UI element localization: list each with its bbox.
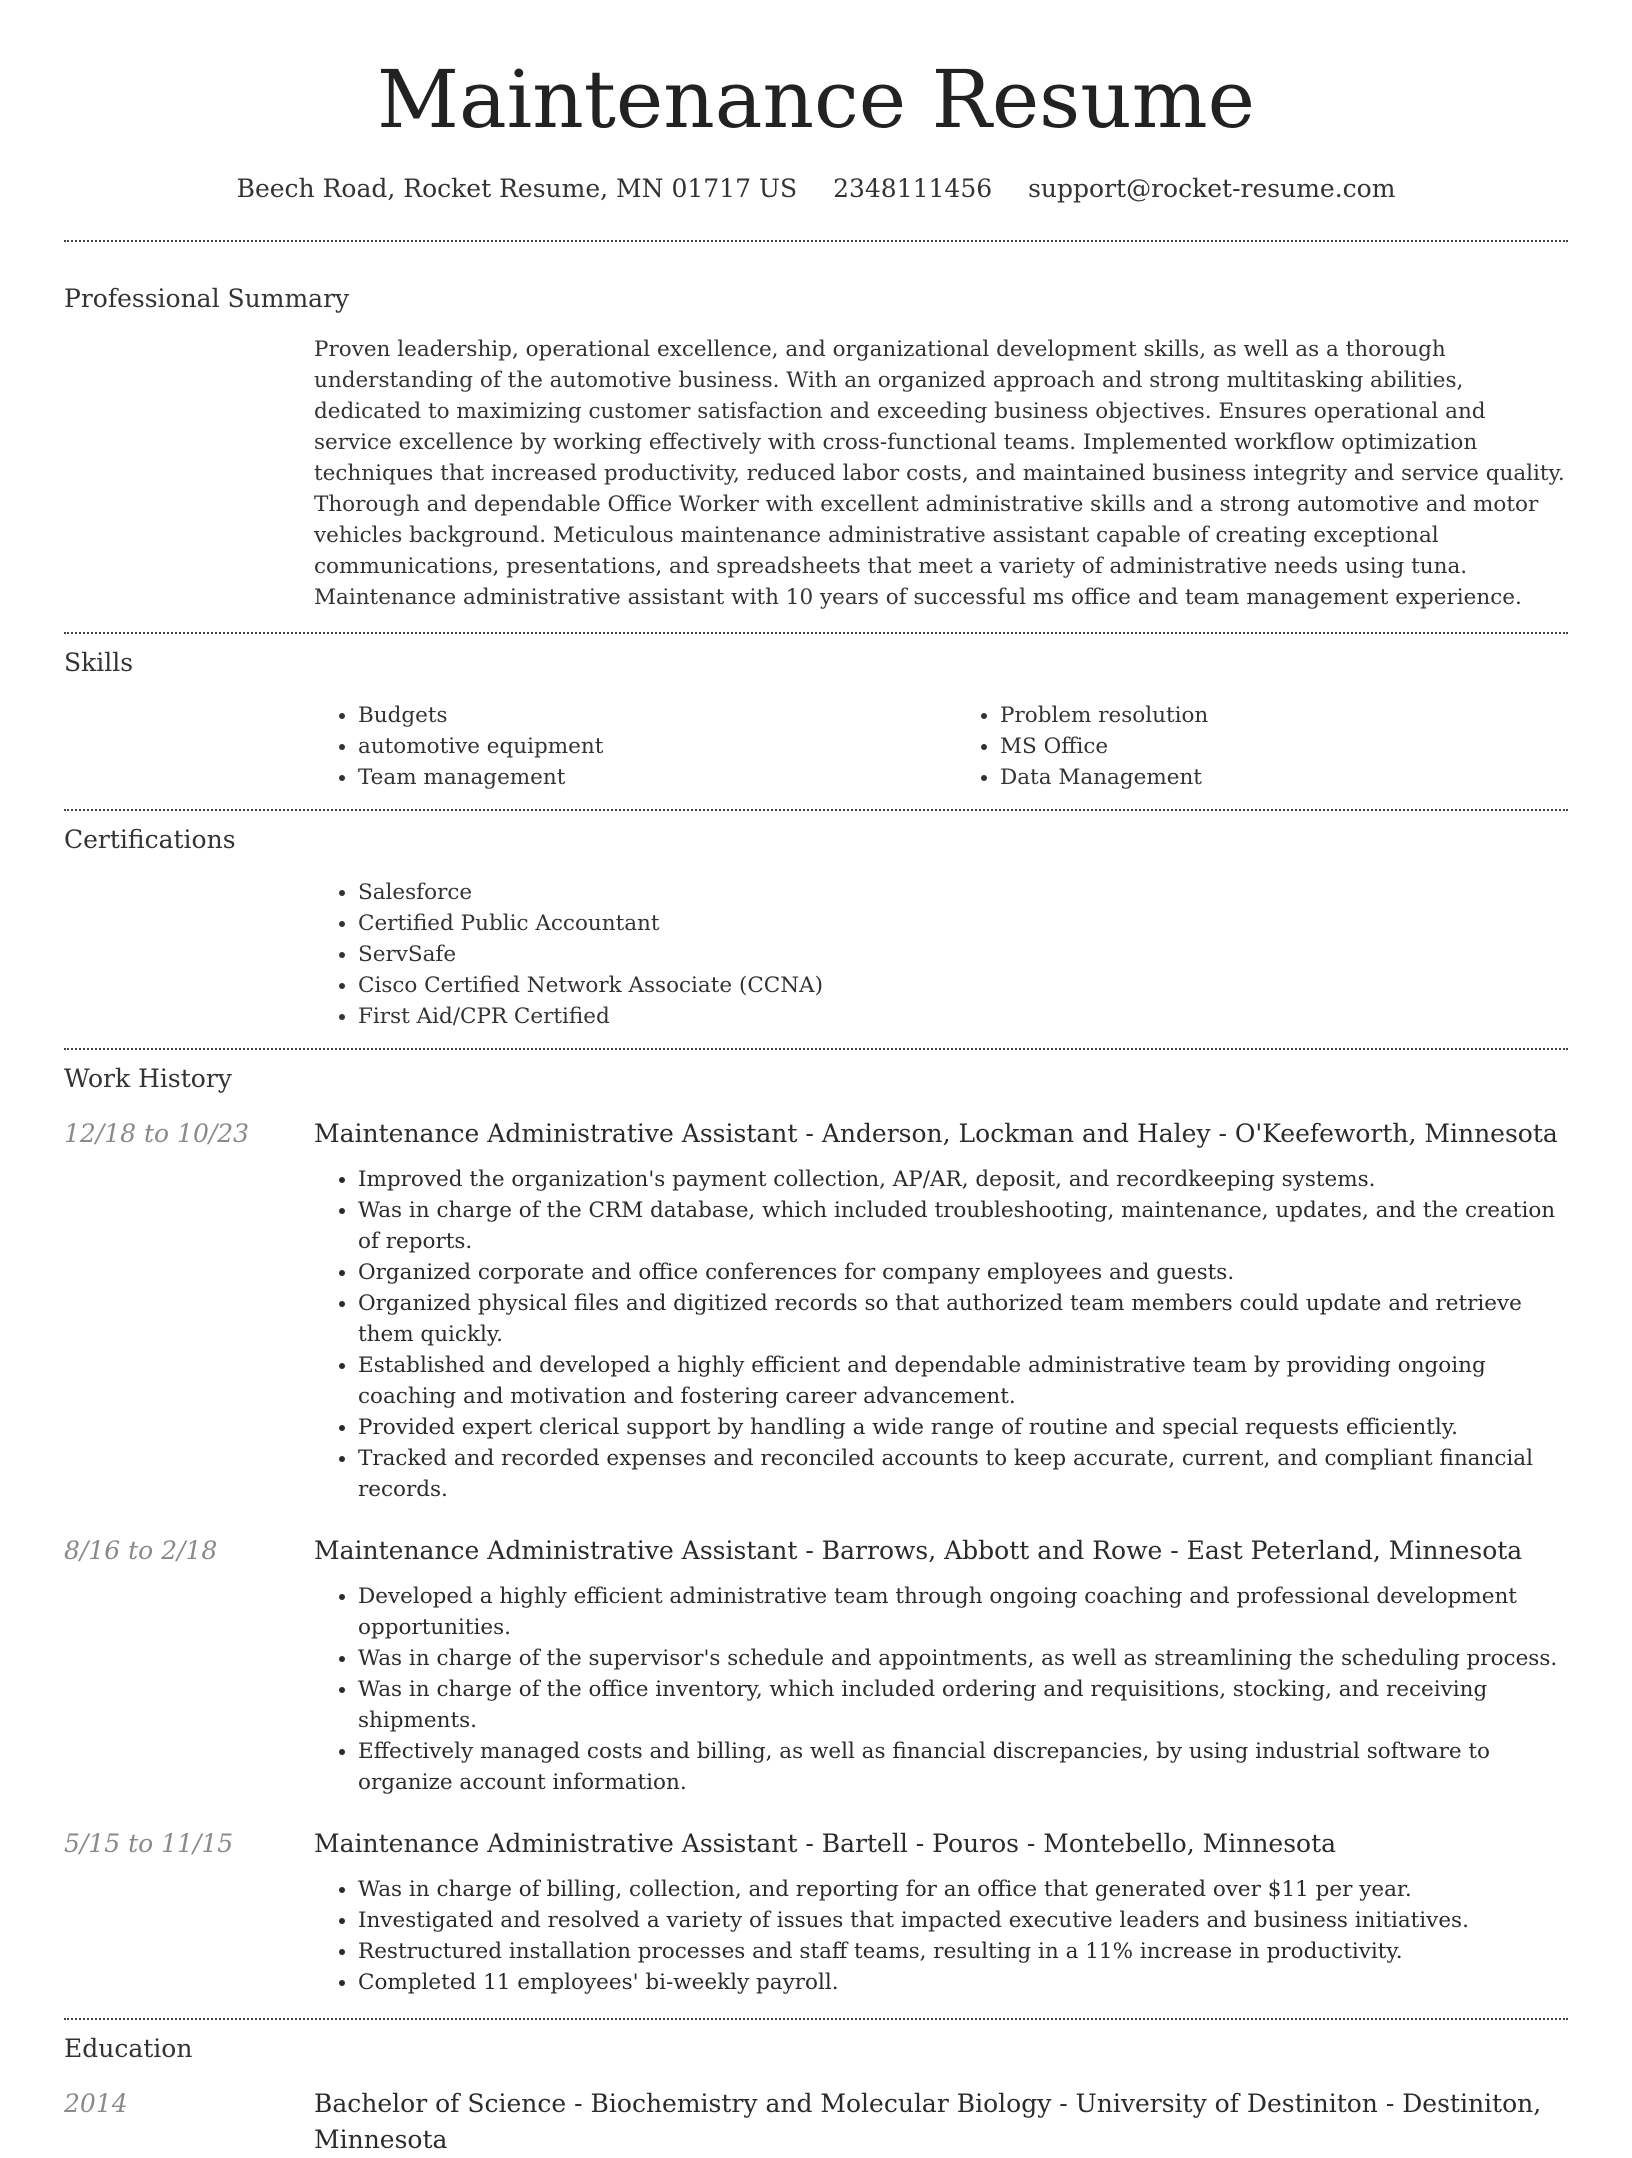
section-education [64,2020,1568,2158]
list-item: • Data Management [1000,762,1568,793]
list-item: • Cisco Certified Network Associate (CCNA) [358,970,1568,1001]
list-item: • Investigated and resolved a variety of issues that impacted executive leaders and business initiatives. [358,1905,1568,1936]
list-item: • Team management [358,762,926,793]
job-dates: 5/15 to 11/15 [64,1829,234,1858]
section-summary [64,242,1568,613]
section-skills [64,634,1568,793]
list-item: • Tracked and recorded expenses and reconciled accounts to keep accurate, current, and compliant financial records. [358,1443,1568,1505]
list-item: • Effectively managed costs and billing, as well as financial discrepancies, by using industrial software to organize account information. [358,1736,1568,1798]
resume-title: Maintenance Resume [377,53,1255,146]
summary-content [314,334,1568,613]
list-item: • Organized corporate and office conferences for company employees and guests. [358,1257,1568,1288]
contact-line [64,172,1568,206]
summary-text: Proven leadership, operational excellence, and organizational development skills, as well as a thorough understanding of the automotive business. With an organized approach and strong multitasking abilities, dedicated to maximizing customer satisfaction and exceeding business objectives. Ensures operational and service excellence by working effectively with cross-functional teams. Implemented workflow optimization techniques that increased productivity, reduced labor costs, and maintained business integrity and service quality. Thorough and dependable Office Worker with excellent administrative skills and a strong automotive and motor vehicles background. Meticulous maintenance administrative assistant capable of creating exceptional communications, presentations, and spreadsheets that meet a variety of administrative needs using tuna. Maintenance administrative assistant with 10 years of successful ms office and team management experience. [314,337,1565,610]
job-bullets [314,1874,1568,1998]
list-item: • automotive equipment [358,731,926,762]
list-item: • First Aid/CPR Certified [358,1001,1568,1032]
section-heading: Certifications [64,825,236,854]
job-bullets [314,1581,1568,1798]
job-entry [64,1533,1568,1798]
certifications-list [314,877,1568,1032]
job-dates: 12/18 to 10/23 [64,1119,250,1148]
list-item: • Was in charge of billing, collection, and reporting for an office that generated over $11 per year. [358,1874,1568,1905]
section-work-history [64,1050,1568,1998]
contact-address: Beech Road, Rocket Resume, MN 01717 US [236,174,798,203]
education-degree: Bachelor of Science - Biochemistry and Molecular Biology - University of Destiniton - Destiniton, Minnesota [314,2089,1542,2154]
job-body [314,1533,1568,1798]
job-bullets [314,1164,1568,1505]
list-item: • ServSafe [358,939,1568,970]
section-heading: Education [64,2034,193,2063]
education-body [314,2086,1568,2158]
job-body [314,1116,1568,1505]
list-item: • Organized physical files and digitized records so that authorized team members could update and retrieve them quickly. [358,1288,1568,1350]
job-entry [64,1826,1568,1998]
list-item: • Provided expert clerical support by handling a wide range of routine and special requests efficiently. [358,1412,1568,1443]
job-dates: 8/16 to 2/18 [64,1536,218,1565]
job-title: Maintenance Administrative Assistant - Bartell - Pouros - Montebello, Minnesota [314,1829,1337,1858]
job-body [314,1826,1568,1998]
section-heading: Skills [64,648,134,677]
list-item: • Was in charge of the CRM database, which included troubleshooting, maintenance, updates, and the creation of reports. [358,1195,1568,1257]
job-title: Maintenance Administrative Assistant - Barrows, Abbott and Rowe - East Peterland, Minnesota [314,1536,1523,1565]
contact-email: support@rocket-resume.com [1028,174,1396,203]
section-heading: Work History [64,1064,232,1093]
list-item: • Problem resolution [1000,700,1568,731]
list-item: • Certified Public Accountant [358,908,1568,939]
contact-phone: 2348111456 [833,174,993,203]
list-item: • Developed a highly efficient administrative team through ongoing coaching and professional development opportunities. [358,1581,1568,1643]
list-item: • Was in charge of the office inventory, which included ordering and requisitions, stocking, and receiving shipments. [358,1674,1568,1736]
list-item: • Budgets [358,700,926,731]
list-item: • Completed 11 employees' bi-weekly payroll. [358,1967,1568,1998]
section-certifications [64,811,1568,1032]
list-item: • MS Office [1000,731,1568,762]
skills-content [314,700,1568,793]
list-item: • Established and developed a highly efficient and dependable administrative team by providing ongoing coaching and motivation and fostering career advancement. [358,1350,1568,1412]
list-item: • Salesforce [358,877,1568,908]
certifications-content [314,877,1568,1032]
job-entry [64,1116,1568,1505]
section-heading: Professional Summary [64,284,350,313]
list-item: • Restructured installation processes and staff teams, resulting in a 11% increase in productivity. [358,1936,1568,1967]
skills-list-left [314,700,926,793]
education-entry [64,2086,1568,2158]
skills-list-right [956,700,1568,793]
job-title: Maintenance Administrative Assistant - Anderson, Lockman and Haley - O'Keefeworth, Minnesota [314,1119,1558,1148]
education-year: 2014 [64,2089,128,2118]
list-item: • Was in charge of the supervisor's schedule and appointments, as well as streamlining the scheduling process. [358,1643,1568,1674]
list-item: • Improved the organization's payment collection, AP/AR, deposit, and recordkeeping systems. [358,1164,1568,1195]
